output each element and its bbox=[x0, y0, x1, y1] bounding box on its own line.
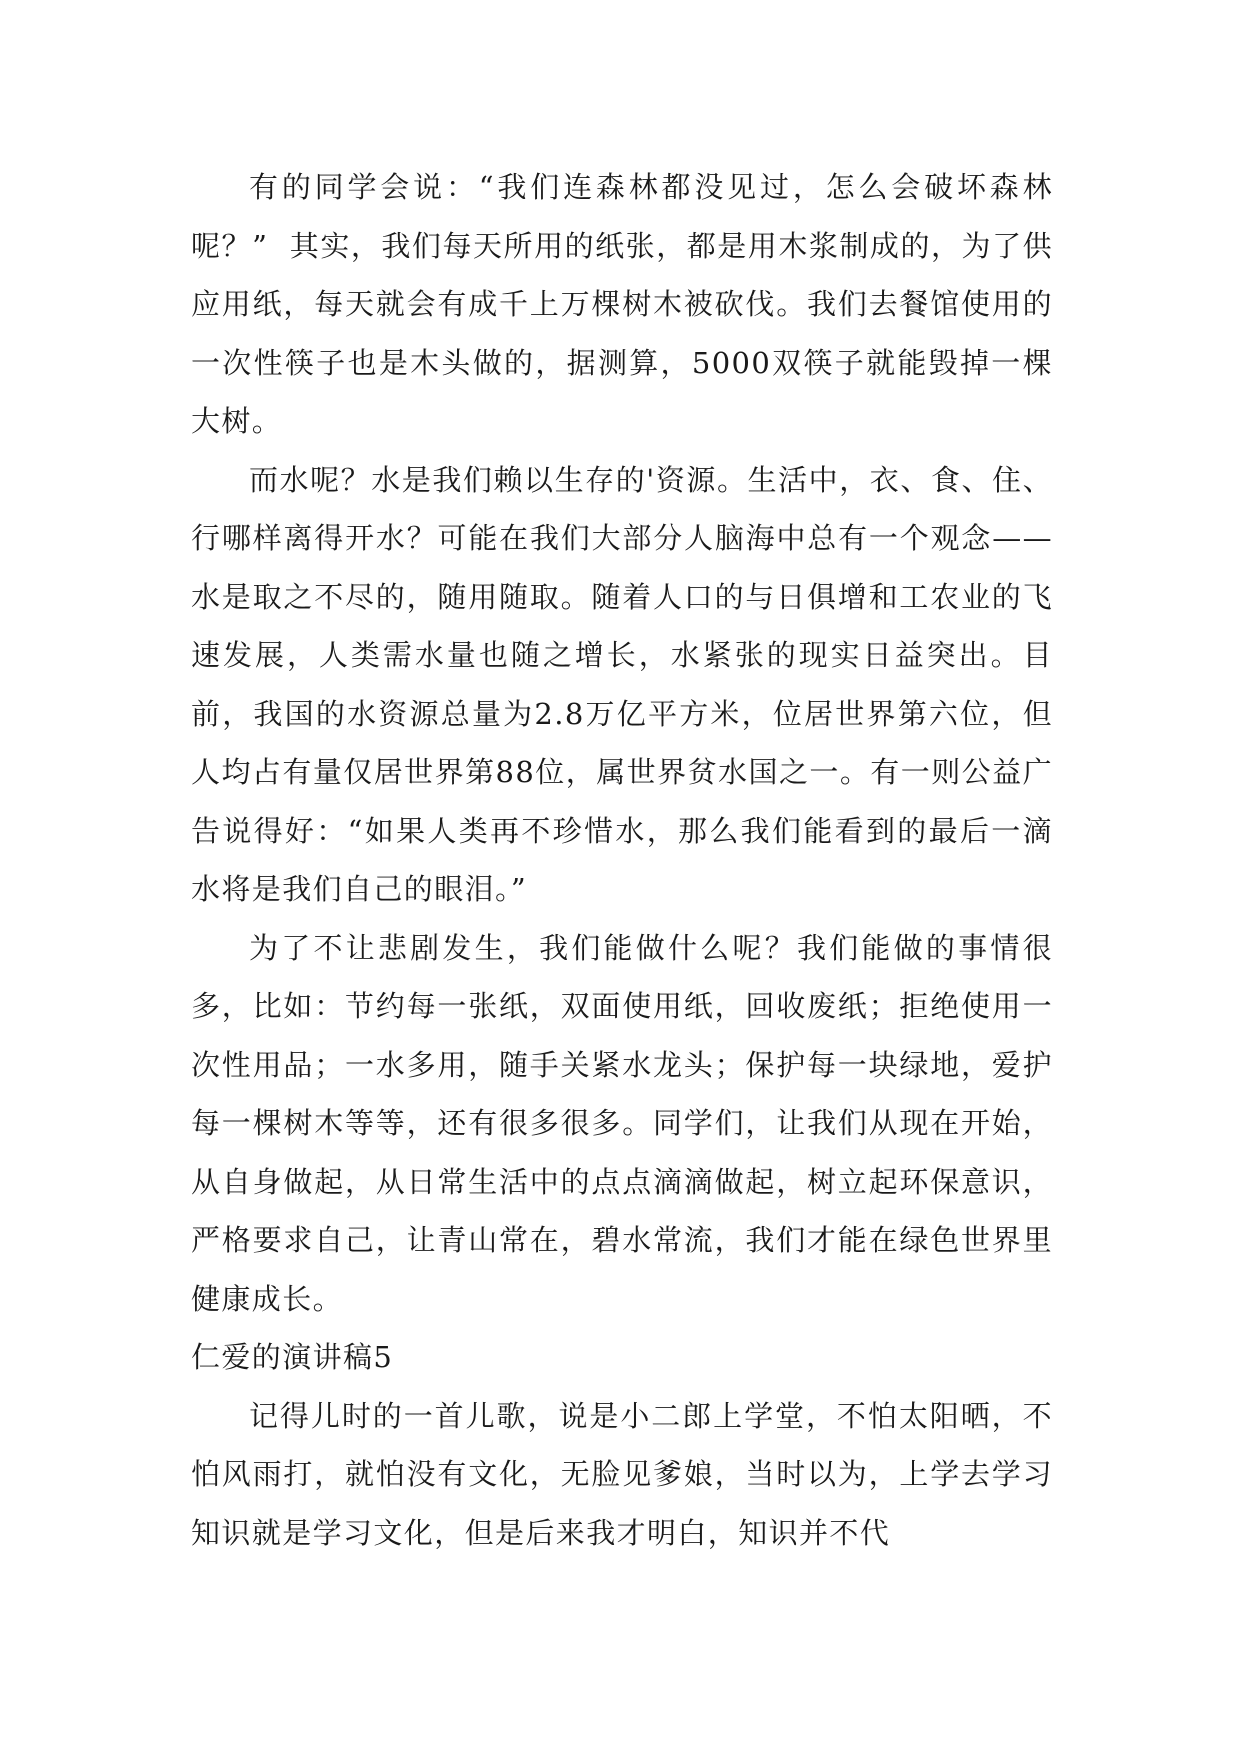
paragraph-forest: 有的同学会说：“我们连森林都没见过，怎么会破坏森林呢？” 其实，我们每天所用的纸张，都是用木浆制成的，为了供应用纸，每天就会有成千上万棵树木被砍伐。我们去餐馆使用的一次性筷子也是木头做的，据测算，5000双筷子就能毁掉一棵大树。 bbox=[191, 170, 1053, 438]
paragraph-action: 为了不让悲剧发生，我们能做什么呢？我们能做的事情很多，比如：节约每一张纸，双面使用纸，回收废纸；拒绝使用一次性用品；一水多用，随手关紧水龙头；保护每一块绿地，爱护每一棵树木等等，还有很多很多。同学们，让我们从现在开始，从自身做起，从日常生活中的点点滴滴做起，树立起环保意识，严格要求自己，让青山常在，碧水常流，我们才能在绿色世界里健康成长。 bbox=[191, 930, 1053, 1316]
section-title: 仁爱的演讲稿5 bbox=[191, 1340, 394, 1374]
paragraph-childhood-song: 记得儿时的一首儿歌，说是小二郎上学堂，不怕太阳晒，不怕风雨打，就怕没有文化，无脸见爹娘，当时以为，上学去学习知识就是学习文化，但是后来我才明白，知识并不代 bbox=[191, 1398, 1053, 1550]
paragraph-water: 而水呢？水是我们赖以生存的'资源。生活中，衣、食、住、行哪样离得开水？可能在我们大部分人脑海中总有一个观念——水是取之不尽的，随用随取。随着人口的与日俱增和工农业的飞速发展，人类需水量也随之增长，水紧张的现实日益突出。目前，我国的水资源总量为2.8万亿平方米，位居世界第六位，但人均占有量仅居世界第88位，属世界贫水国之一。有一则公益广告说得好：“如果人类再不珍惜水，那么我们能看到的最后一滴水将是我们自己的眼泪。” bbox=[191, 462, 1053, 906]
document-body bbox=[191, 158, 1053, 1562]
